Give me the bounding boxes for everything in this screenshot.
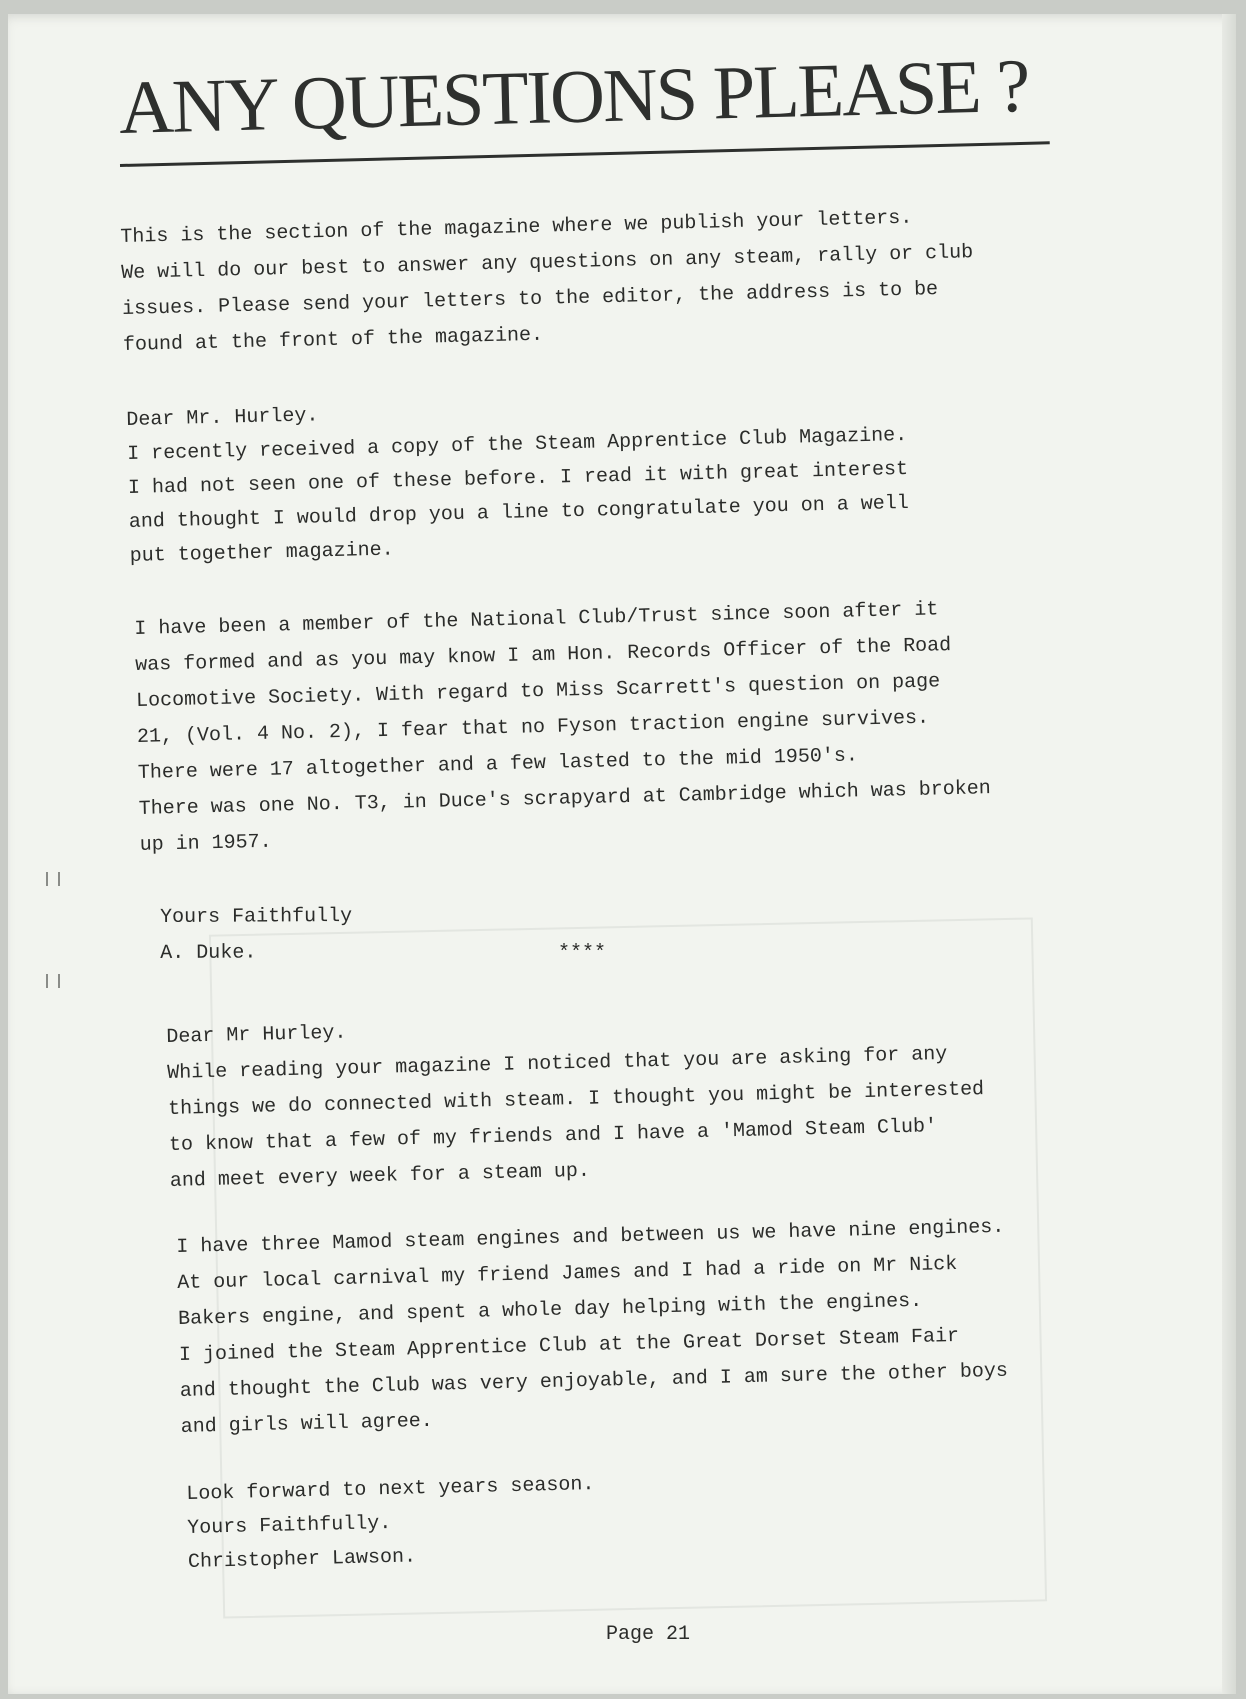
intro-line: This is the section of the magazine where we publish your letters. xyxy=(120,206,913,249)
letter2-line: and thought the Club was very enjoyable, and I am sure the other boys xyxy=(179,1359,1009,1403)
letter-separator: **** xyxy=(558,942,607,965)
letter1-line: up in 1957. xyxy=(139,830,272,857)
letter2-line: and meet every week for a steam up. xyxy=(169,1159,591,1193)
staple-bottom xyxy=(46,974,60,988)
letter1-line: I had not seen one of these before. I read it with great interest xyxy=(127,457,909,500)
letter2-closing-line: Yours Faithfully. xyxy=(186,1512,392,1540)
intro-line: found at the front of the magazine. xyxy=(122,323,544,357)
letter1-signature: A. Duke. xyxy=(160,941,257,965)
letter2-closing-line: Look forward to next years season. xyxy=(186,1473,595,1506)
intro-line: issues. Please send your letters to the editor, the address is to be xyxy=(121,278,939,321)
letter1-opening xyxy=(126,385,910,574)
letter2-signature: Christopher Lawson. xyxy=(187,1545,417,1574)
letter1-closing-line: Yours Faithfully xyxy=(160,904,353,929)
letter1-line: I recently received a copy of the Steam Apprentice Club Magazine. xyxy=(126,423,908,466)
letter2-line: things we do connected with steam. I thought you might be interested xyxy=(167,1078,985,1121)
intro-paragraph xyxy=(120,199,975,364)
letter2-opening xyxy=(166,1000,986,1200)
letter1-line: There was one No. T3, in Duce's scrapyard at Cambridge which was broken xyxy=(138,777,991,821)
letter1-line: There were 17 altogether and a few lasted to the mid 1950's. xyxy=(137,744,859,785)
letter2-paragraph2 xyxy=(176,1210,1009,1446)
letter1-line: Locomotive Society. With regard to Miss Scarrett's question on page xyxy=(135,670,941,713)
letter2-line: I have three Mamod steam engines and between us we have nine engines. xyxy=(176,1215,1005,1259)
letter1-line: was formed and as you may know I am Hon. Records Officer of the Road xyxy=(135,634,952,677)
letter2-line: and girls will agree. xyxy=(180,1409,434,1439)
intro-line: We will do our best to answer any questions on any steam, rally or club xyxy=(121,241,974,285)
page-title: ANY QUESTIONS PLEASE ? xyxy=(118,43,1030,150)
letter2-line: to know that a few of my friends and I have a 'Mamod Steam Club' xyxy=(168,1115,938,1157)
magazine-page xyxy=(8,14,1236,1694)
letter1-closing xyxy=(160,899,352,972)
letter1-line: put together magazine. xyxy=(129,538,394,568)
page-number: Page 21 xyxy=(606,1623,691,1646)
letter2-line: Bakers engine, and spent a whole day helping with the engines. xyxy=(177,1289,923,1331)
letter2-line: At our local carnival my friend James and I had a ride on Mr Nick xyxy=(177,1252,958,1295)
page-edge xyxy=(1222,14,1236,1694)
letter1-line: 21, (Vol. 4 No. 2), I fear that no Fyson traction engine survives. xyxy=(136,706,930,749)
letter1-salutation: Dear Mr. Hurley. xyxy=(126,404,319,432)
letter1-line: and thought I would drop you a line to congratulate you on a well xyxy=(128,491,910,534)
letter2-line: I joined the Steam Apprentice Club at the Great Dorset Steam Fair xyxy=(178,1324,960,1367)
letter2-salutation: Dear Mr Hurley. xyxy=(166,1021,347,1049)
staple-top xyxy=(46,872,60,886)
letter2-line: While reading your magazine I noticed that you are asking for any xyxy=(167,1042,948,1085)
letter1-paragraph2 xyxy=(134,591,992,864)
letter1-line: I have been a member of the National Club/Trust since soon after it xyxy=(134,598,939,641)
letter2-closing xyxy=(186,1468,596,1580)
